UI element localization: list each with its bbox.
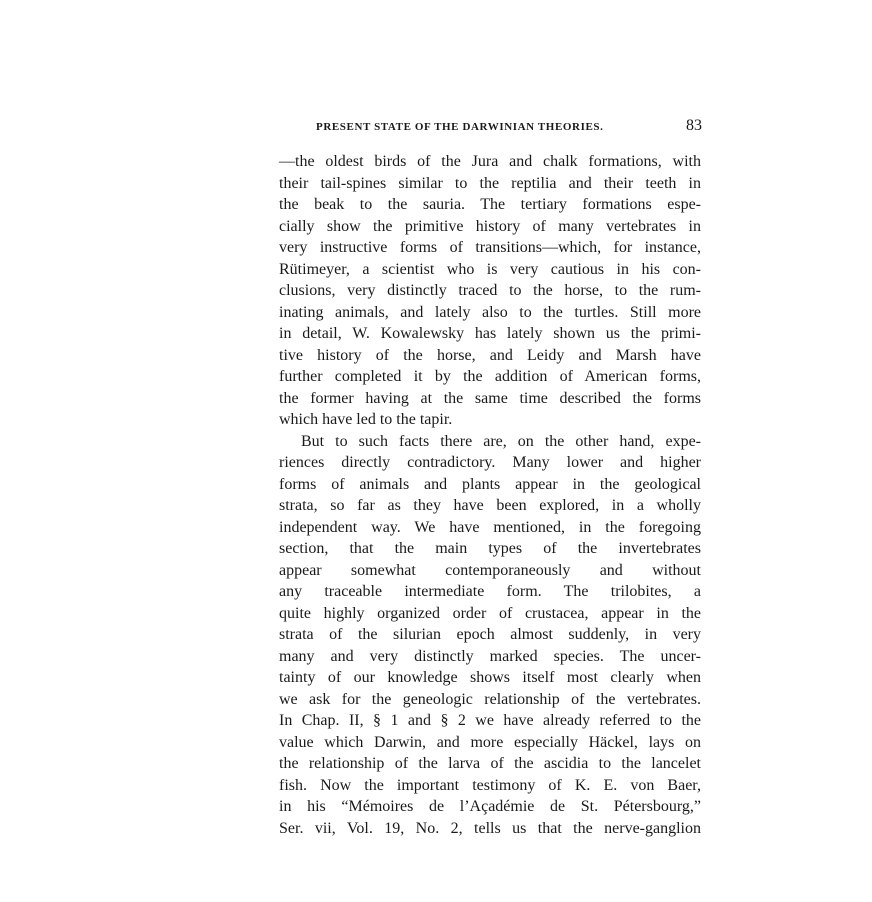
text-line: very instructive forms of transitions—which, for instance, [279,239,701,256]
text-line: their tail-spines similar to the reptilia and their teeth in [279,174,701,192]
text-line: tive history of the horse, and Leidy and Marsh have [279,346,701,364]
text-line: independent way. We have mentioned, in the foregoing [279,518,701,536]
text-line: any traceable intermediate form. The trilobites, a [279,583,701,600]
text-line: the former having at the same time described the forms [279,389,701,407]
text-line: section, that the main types of the invertebrates [279,540,701,557]
text-line: forms of animals and plants appear in the geological [279,475,701,493]
text-line: cially show the primitive history of many vertebrates in [279,217,701,235]
running-head [316,117,702,137]
text-line: we ask for the geneologic relationship of the vertebrates. [279,690,701,708]
body-text [279,151,701,839]
text-line: fish. Now the important testimony of K. E. von Baer, [279,776,701,794]
text-line: the relationship of the larva of the ascidia to the lancelet [279,755,701,772]
running-title: PRESENT STATE OF THE DARWINIAN THEORIES. [316,121,604,133]
page-number: 83 [686,117,702,134]
text-line: inating animals, and lately also to the turtles. Still more [279,303,701,321]
text-line: value which Darwin, and more especially Häckel, lays on [279,733,701,751]
text-line: Rütimeyer, a scientist who is very cautious in his con- [279,260,701,278]
text-line: in his “Mémoires de l’Açadémie de St. Pétersbourg,” [279,798,701,815]
text-line: in detail, W. Kowalewsky has lately shown us the primi- [279,325,701,342]
text-line: riences directly contradictory. Many lower and higher [279,454,701,471]
text-line: quite highly organized order of crustacea, appear in the [279,604,701,622]
text-line: many and very distinctly marked species. The uncer- [279,647,701,665]
text-line: the beak to the sauria. The tertiary formations espe- [279,196,701,213]
text-line: strata of the silurian epoch almost suddenly, in very [279,626,701,643]
text-line: further completed it by the addition of American forms, [279,368,701,385]
text-line: Ser. vii, Vol. 19, No. 2, tells us that the nerve-ganglion [279,819,701,837]
paragraph-last-line: which have led to the tapir. [279,411,453,428]
text-line: —the oldest birds of the Jura and chalk formations, with [279,153,701,170]
text-line: appear somewhat contemporaneously and without [279,561,701,579]
text-line: clusions, very distinctly traced to the horse, to the rum- [279,282,701,299]
text-line: strata, so far as they have been explored, in a wholly [279,497,701,514]
paragraph-first-line: But to such facts there are, on the other hand, expe- [301,432,701,450]
text-line: tainty of our knowledge shows itself most clearly when [279,669,701,686]
text-line: In Chap. II, § 1 and § 2 we have already referred to the [279,712,701,729]
